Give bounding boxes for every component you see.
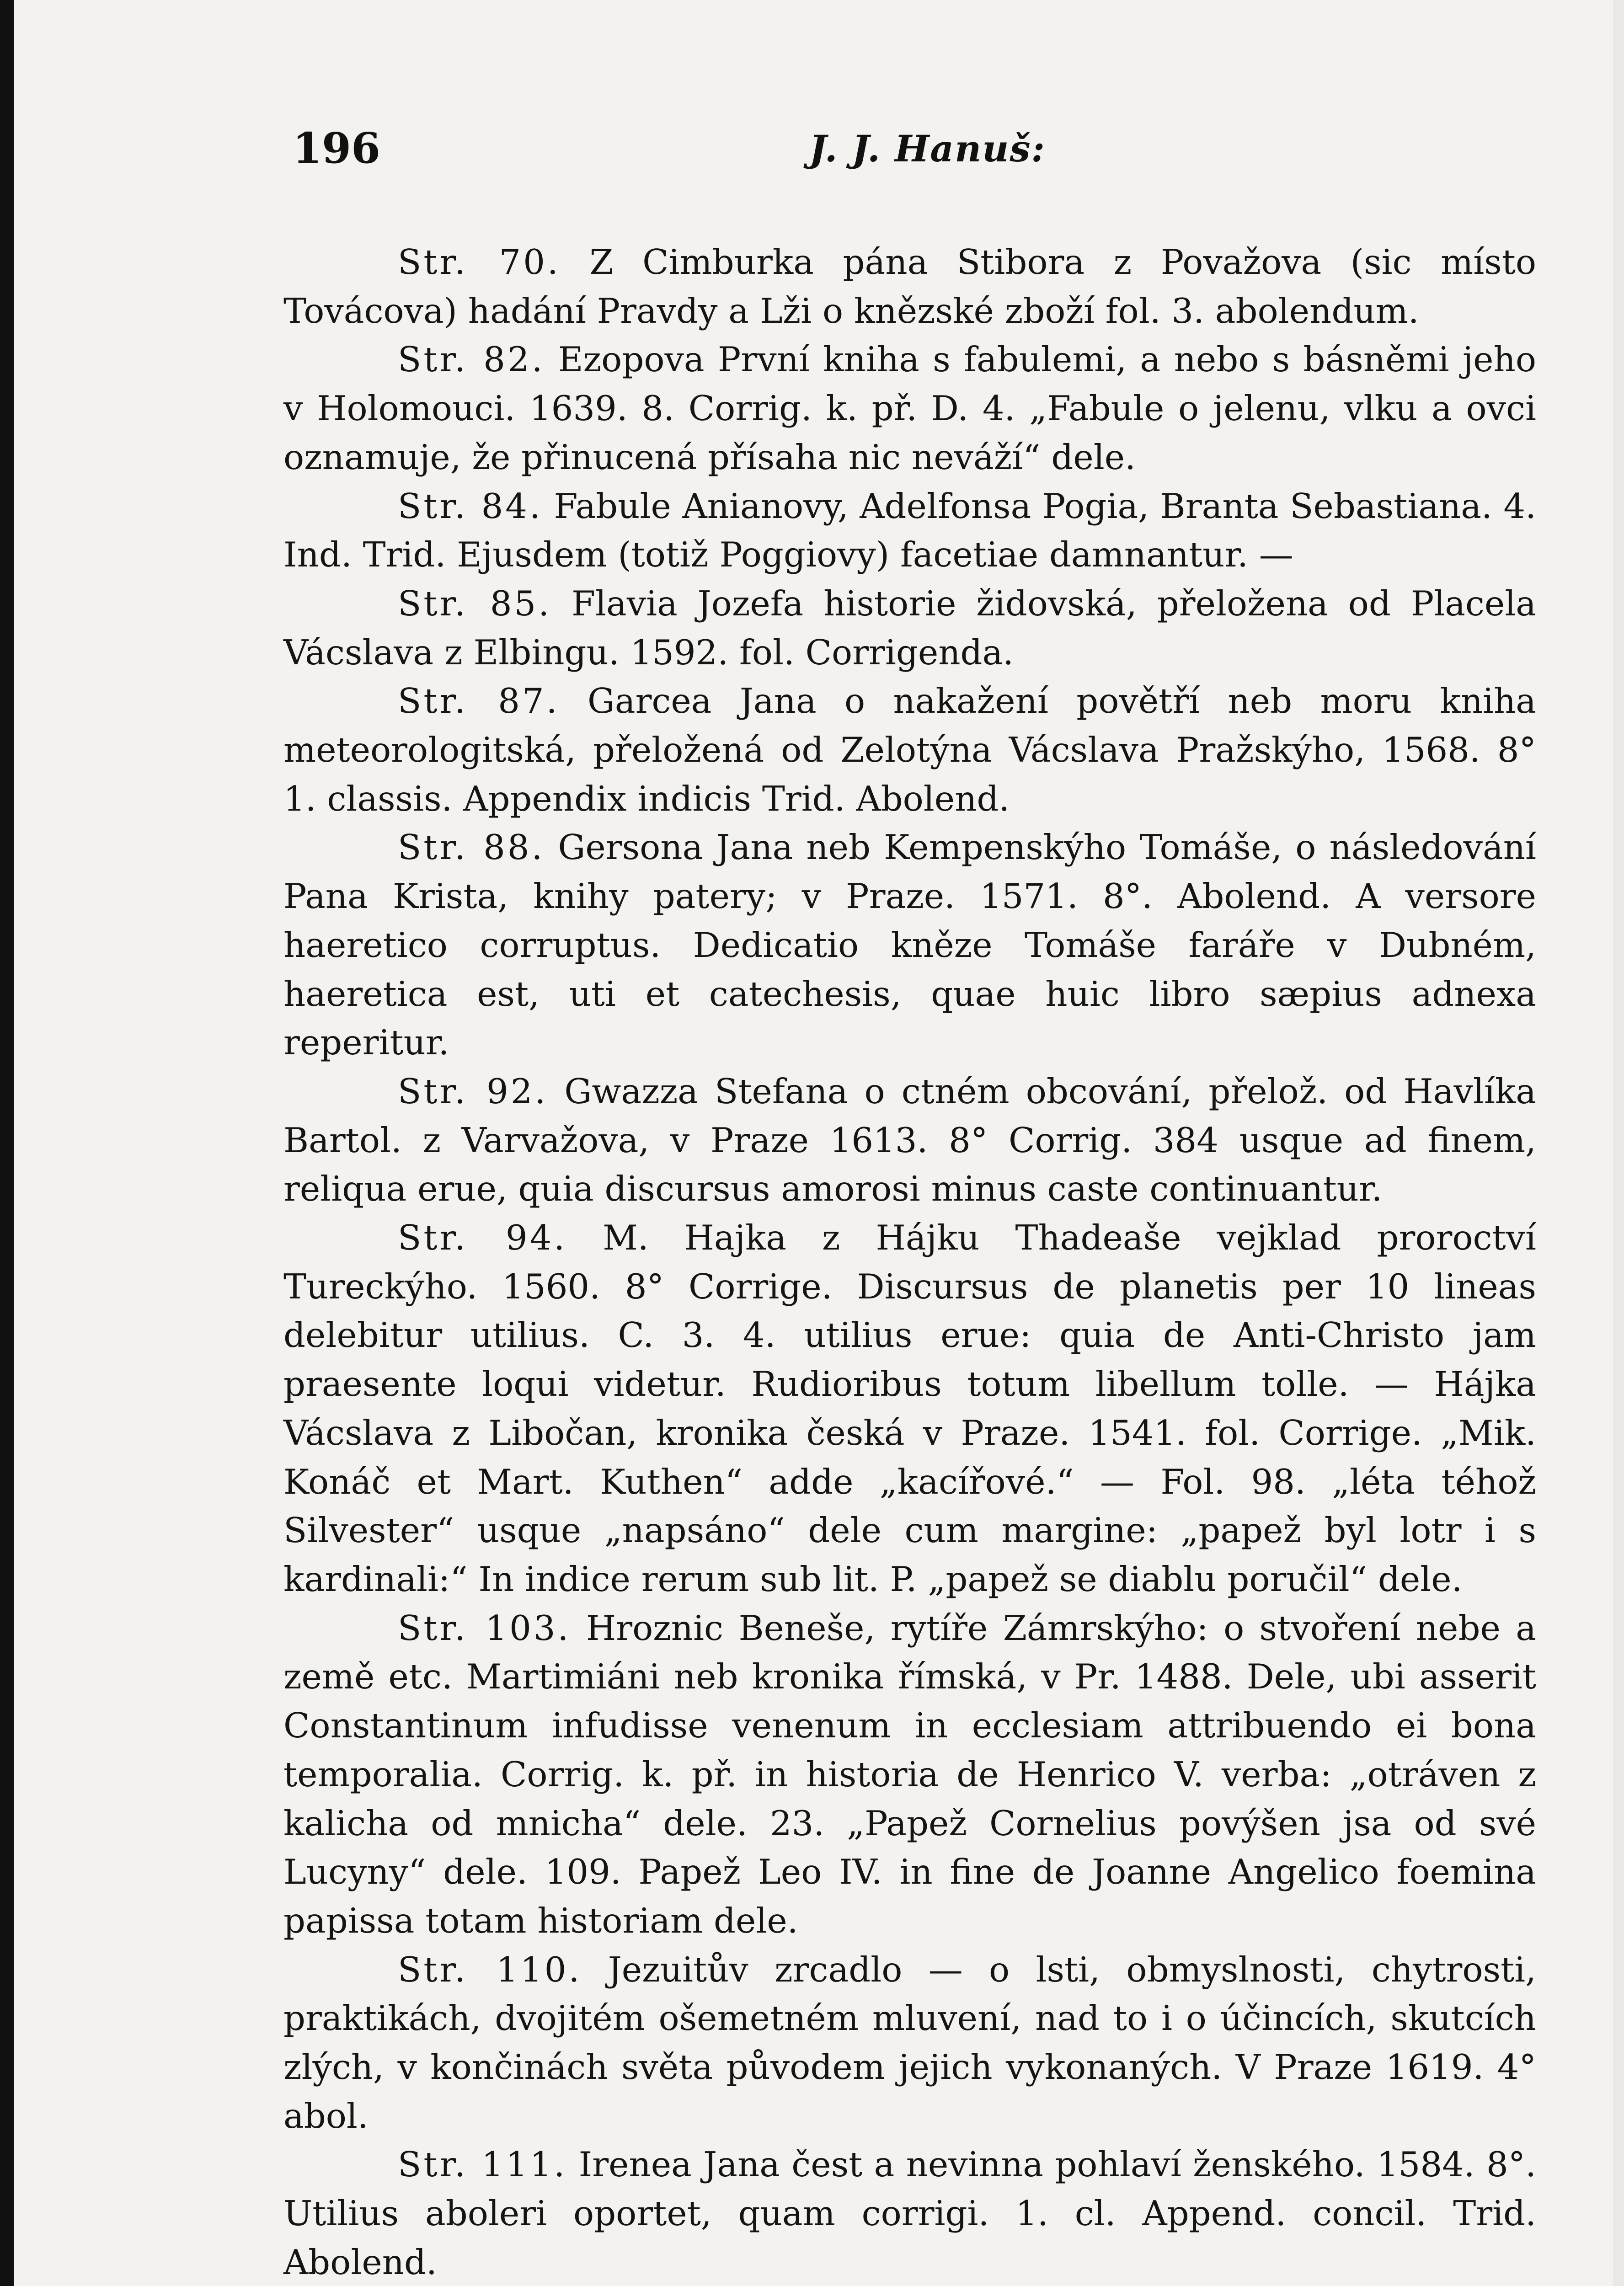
entry-body: Flavia Jozefa historie židovská, přeložena od Placela Vácslava z Elbingu. 1592. fol. Corrigenda. [283, 583, 1537, 673]
body-text [283, 238, 1536, 2286]
entry-body: Gwazza Stefana o ctném obcování, přelož. od Havlíka Bartol. z Varvažova, v Praze 1613. 8° Corrig. 384 usque ad finem, reliqua erue, quia discursus amorosi minus caste continuantur. [283, 1071, 1537, 1209]
entry-heading: Str. 82. [398, 339, 545, 380]
entry-str-88 [283, 823, 1536, 1067]
entry-heading: Str. 84. [398, 486, 543, 526]
entry-body: Hroznic Beneše, rytíře Zámrskýho: o stvoření nebe a země etc. Martimiáni neb kronika římská, v Pr. 1488. Dele, ubi asserit Constantinum infudisse venenum in ecclesiam attribuendo ei bona temporalia. Corrig. k. př. in historia de Henrico V. verba: „otráven z kalicha od mnicha“ dele. 23. „Papež Cornelius povýšen jsa od své Lucyny“ dele. 109. Papež Leo IV. in fine de Joanne Angelico foemina papissa totam historiam dele. [283, 1608, 1536, 1941]
entry-heading: Str. 85. [398, 583, 552, 624]
entry-heading: Str. 111. [398, 2144, 567, 2185]
entry-body: Irenea Jana čest a nevinna pohlaví ženského. 1584. 8°. Utilius aboleri oportet, quam corrigi. 1. cl. Append. concil. Trid. Abolend. [283, 2144, 1536, 2282]
entry-body: Fabule Anianovy, Adelfonsa Pogia, Branta Sebastiana. 4. Ind. Trid. Ejusdem (totiž Poggiovy) facetiae damnantur. — [283, 486, 1536, 575]
entry-str-84 [283, 482, 1536, 579]
entry-body: Ezopova První kniha s fabulemi, a nebo s básněmi jeho v Holomouci. 1639. 8. Corrig. k. př. D. 4. „Fabule o jelenu, vlku a ovci oznamuje, že přinucená přísaha nic neváží“ dele. [283, 339, 1536, 477]
entry-str-87 [283, 677, 1536, 823]
entry-heading: Str. 88. [398, 827, 545, 868]
entry-body: M. Hajka z Hájku Thadeaše vejklad proroctví Tureckýho. 1560. 8° Corrige. Discursus de planetis per 10 lineas delebitur utilius. C. 3. 4. utilius erue: quia de Anti-Christo jam praesente loqui videtur. Rudioribus totum libellum tolle. — Hájka Vácslava z Libočan, kronika česká v Praze. 1541. fol. Corrige. „Mik. Konáč et Mart. Kuthen“ adde „kacířové.“ — Fol. 98. „léta téhož Silvester“ usque „napsáno“ dele cum margine: „papež byl lotr i s kardinali:“ In indice rerum sub lit. P. „papež se diablu poručil“ dele. [283, 1218, 1536, 1599]
entry-str-110 [283, 1945, 1536, 2141]
entry-body: Garcea Jana o nakažení povětří neb moru kniha meteorologitská, přeložená od Zelotýna Vácslava Pražskýho, 1568. 8° 1. classis. Appendix indicis Trid. Abolend. [283, 681, 1536, 819]
running-head-author: J. J. Hanuš: [809, 127, 1046, 170]
entry-heading: Str. 70. [398, 242, 561, 282]
entry-str-82 [283, 335, 1536, 481]
entry-heading: Str. 87. [398, 681, 560, 721]
entry-heading: Str. 92. [398, 1071, 548, 1111]
page-number: 196 [293, 123, 381, 173]
entry-body: Gersona Jana neb Kempenskýho Tomáše, o následování Pana Krista, knihy patery; v Praze. 1571. 8°. Abolend. A versore haeretico corruptus. Dedicatio kněze Tomáše faráře v Dubném, haeretica est, uti et catechesis, quae huic libro sæpius adnexa reperitur. [283, 827, 1536, 1063]
entry-heading: Str. 110. [398, 1949, 582, 1990]
entry-str-70 [283, 238, 1536, 335]
entry-str-111 [283, 2140, 1536, 2286]
running-head [283, 123, 1536, 187]
entry-heading: Str. 94. [398, 1218, 567, 1258]
entry-str-92 [283, 1067, 1536, 1213]
entry-body: Jezuitův zrcadlo — o lsti, obmyslnosti, chytrosti, praktikách, dvojitém ošemetném mluvení, nad to i o účincích, skutcích zlých, v končinách světa původem jejich vykonaných. V Praze 1619. 4° abol. [283, 1949, 1537, 2136]
entry-heading: Str. 103. [398, 1608, 571, 1648]
entry-str-94 [283, 1213, 1536, 1604]
entry-str-103 [283, 1604, 1536, 1945]
entry-body: Z Cimburka pána Stibora z Považova (sic místo Továcova) hadání Pravdy a Lži o knězské zboží fol. 3. abolendum. [283, 242, 1536, 331]
entry-str-85 [283, 579, 1536, 677]
